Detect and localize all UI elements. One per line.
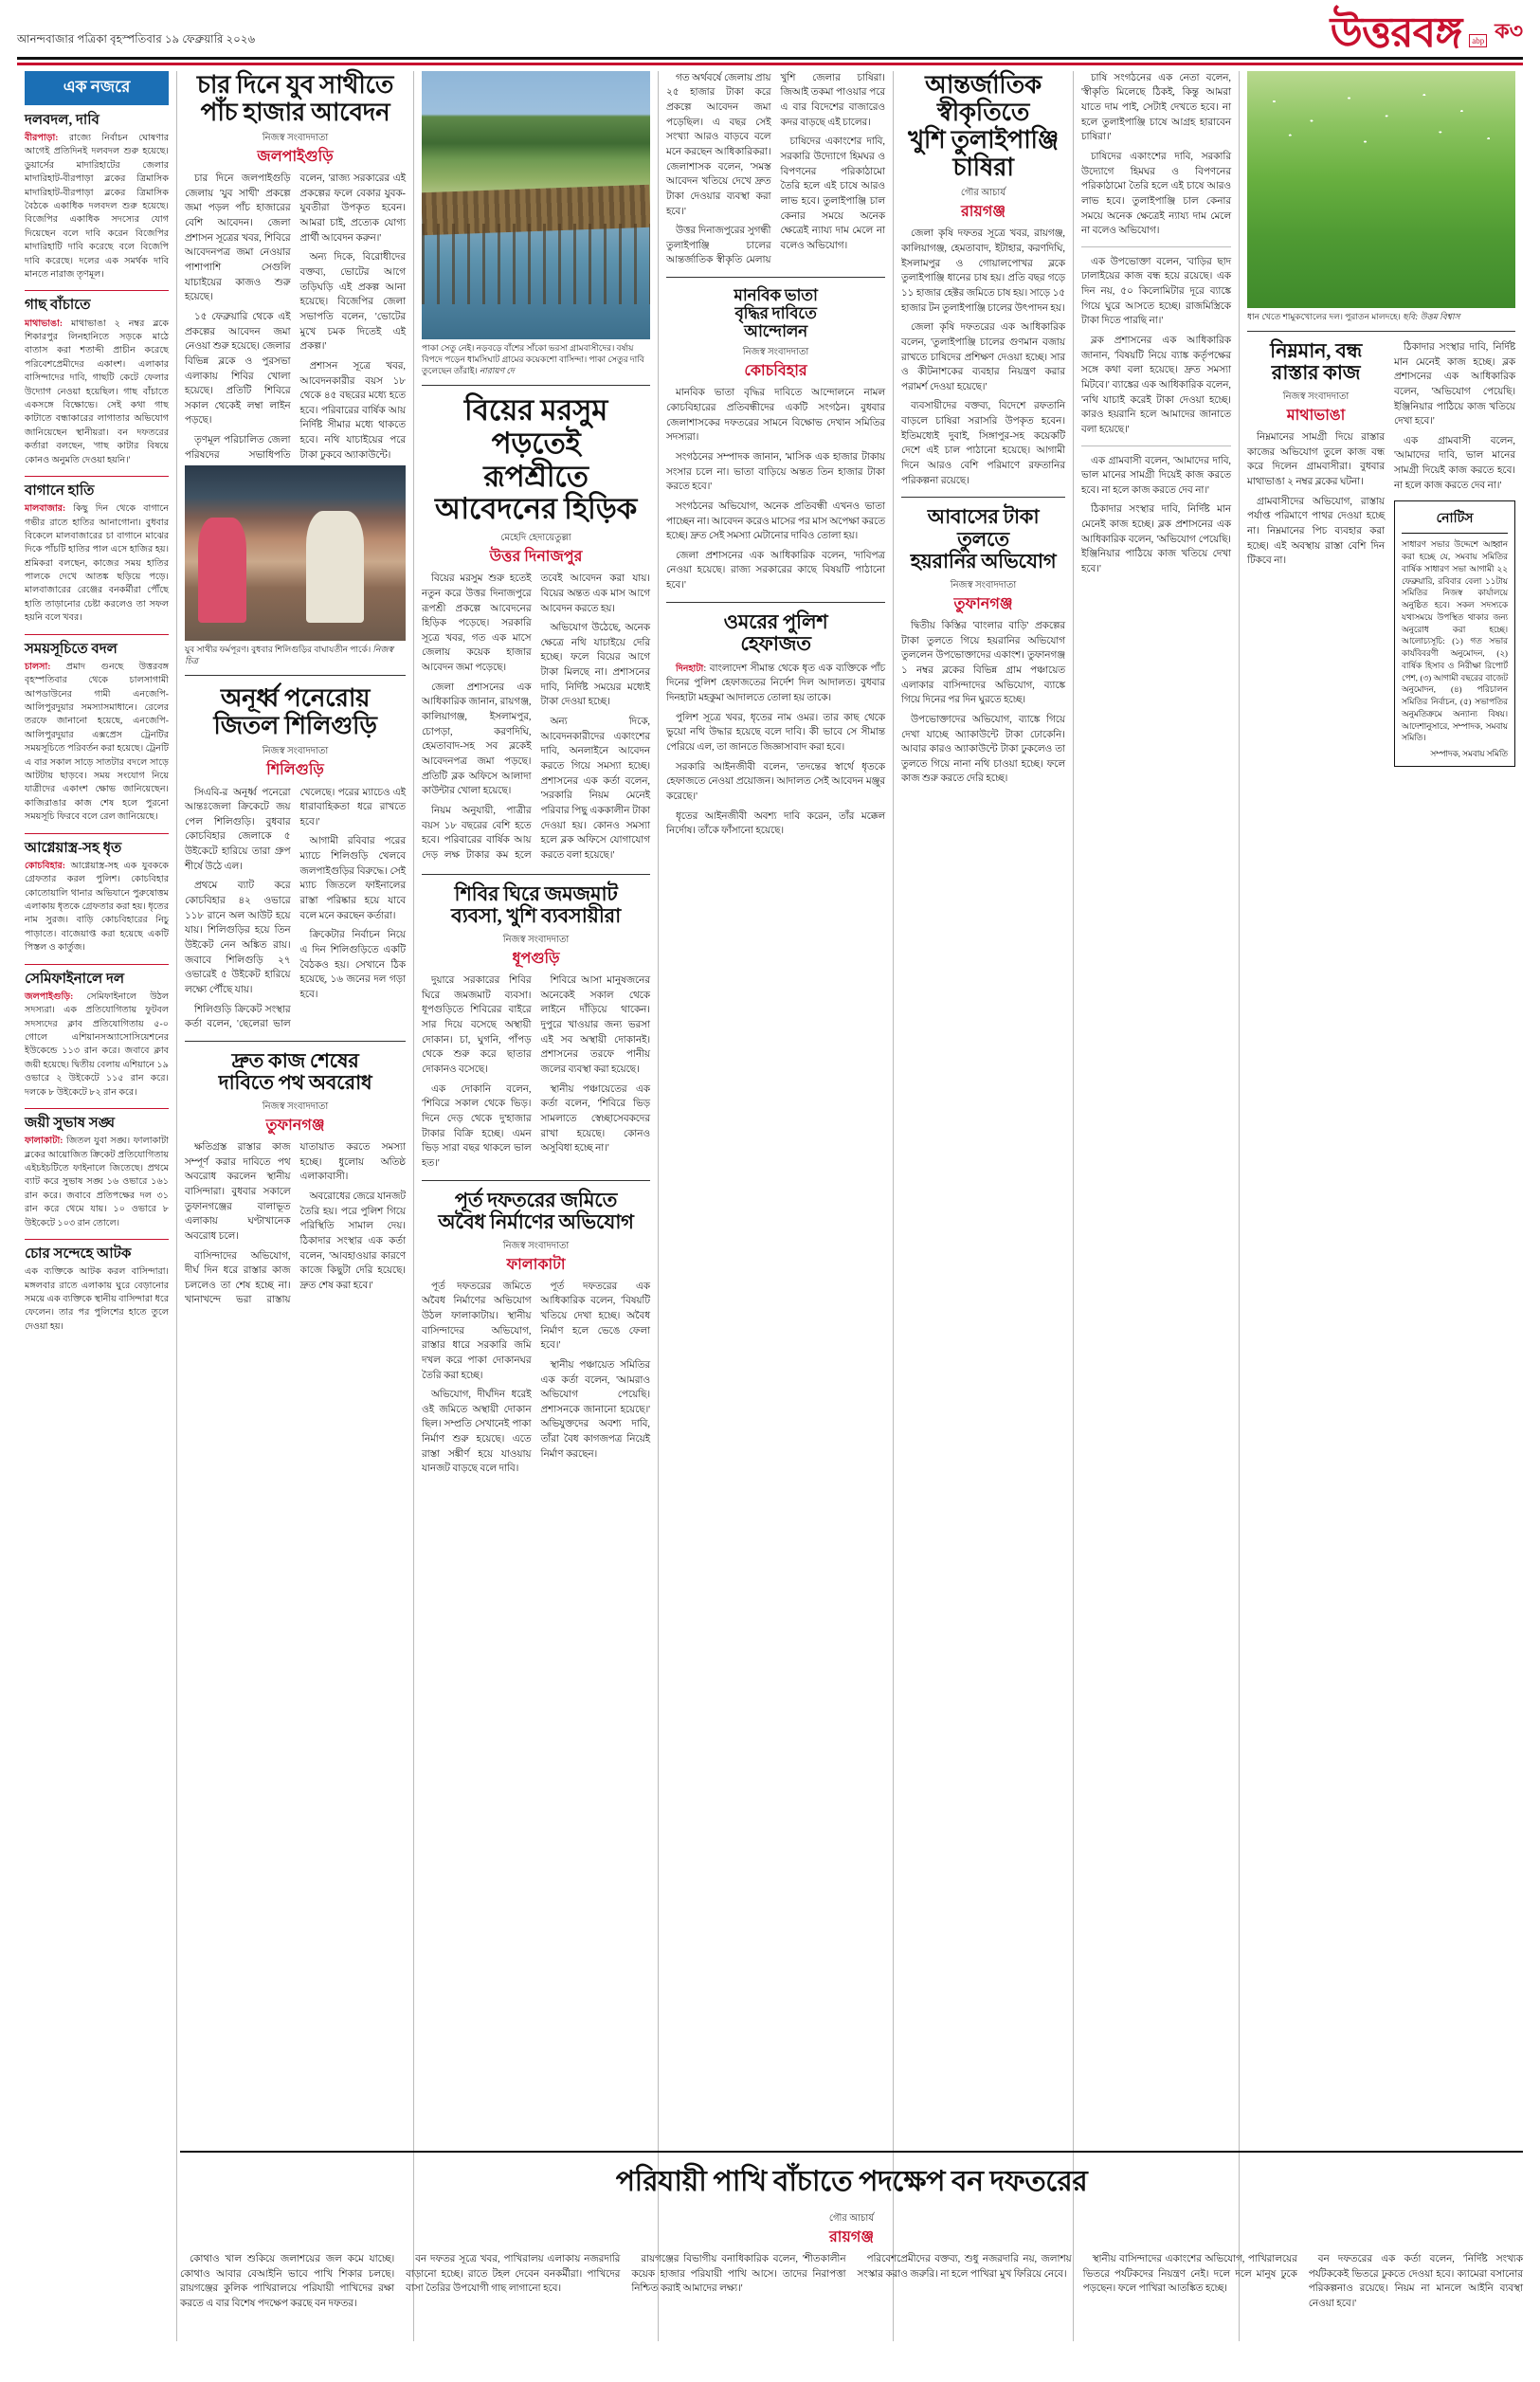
siliguri-headline-2: জিতল শিলিগুড়ি [213,712,377,740]
police-place: দিনহাটা [676,663,704,674]
notice-footer: সম্পাদক, সমবায় সমিতি [1430,749,1508,759]
pwd-body [422,1280,650,1477]
paragraph: অবরোধের জেরে যানজট তৈরি হয়। পরে পুলিশ গিয়ে পরিস্থিতি সামাল দেয়। ঠিকাদার সংস্থার এক কর্তা বলেন, 'আবহাওয়ার কারণে কাজে কিছুটা দেরি হয়েছে। দ্রুত শেষ করা হবে।' [299,1191,406,1291]
divider [1081,246,1231,247]
paragraph: দিনহাটা: বাংলাদেশ সীমান্ত থেকে ধৃত এক ব্যক্তিকে পাঁচ দিনের পুলিশ হেফাজতের নির্দেশ দিল আদালত। বুধবার দিনহাটা মহকুমা আদালতে তোলা হয় তাকে। [666,663,886,704]
marriage-body [422,572,650,865]
paragraph: এক গ্রামবাসী বলেন, 'আমাদের দাবি, ভাল মানের সামগ্রী দিয়েই কাজ করতে হবে। না হলে কাজ করতে দেব না।' [1394,435,1515,491]
housing-headline-2: হয়রানির অভিযোগ [910,550,1057,573]
siliguri-body [185,786,406,1032]
lead-headline-2: পাঁচ হাজার আবেদন [200,98,390,126]
photo-credit: নারায়ণ দে [479,366,515,376]
divider [25,476,169,477]
lowquality-continued [1081,454,1231,577]
dateline: আনন্দবাজার পত্রিকা বৃহস্পতিবার ১৯ ফেব্রুয়ারি ২০২৬ [17,33,256,45]
intl-continued [1081,71,1231,239]
brief-body [25,132,169,282]
divider [901,497,1065,498]
brief-title: জয়ী সুভাষ সঙ্ঘ [25,1115,116,1131]
brief-body [25,1135,169,1230]
paragraph: ঠিকাদার সংস্থার দাবি, নির্দিষ্ট মান মেনেই কাজ হচ্ছে। ব্লক প্রশাসনের এক আধিকারিক বলেন, 'অভিযোগ পেয়েছি। ইঞ্জিনিয়ার পাঠিয়ে কাজ খতিয়ে দেখা হবে।' [1081,504,1231,575]
paragraph: জেলা কৃষি দফতর সূত্রে খবর, রায়গঞ্জ, কালিয়াগঞ্জ, হেমতাবাদ, ইটাহার, করণদিঘি, ইসলামপুর ও গোয়ালপোখর ব্লকে তুলাইপাঞ্জি ধানের চাষ হয়। প্রতি বছর গড়ে ১১ হাজার হেক্টর জমিতে চাষ হয়। সাড়ে ১৫ হাজার টন তুলাইপাঞ্জি চালের উৎপাদন হয়। [901,228,1065,314]
page-columns [17,71,1523,2341]
brief-place: ফালাকাটা: [25,1136,63,1147]
photo-credit: নিজস্ব চিত্র [185,644,393,666]
paragraph: চাষিদের একাংশের দাবি, সরকারি উদ্যোগে হিমঘর ও বিপণনের পরিকাঠামো তৈরি হলে এই চাষে আরও লাভ হবে। তুলাইপাঞ্জি চাল কেনার সময়ে অনেক ক্ষেত্রেই ন্যায্য দাম মেলে না বলেও অভিযোগ। [1081,152,1231,237]
notice-title: নোটিস [1402,507,1508,534]
paragraph: এক গ্রামবাসী বলেন, 'আমাদের দাবি, ভাল মানের সামগ্রী দিয়েই কাজ করতে হবে। না হলে কাজ করতে দেব না।' [1081,455,1231,496]
divider [25,1239,169,1240]
police-body [666,662,885,839]
notice-text: সাধারণ সভার উদ্দেশে আহ্বান করা হচ্ছে যে, সমবায় সমিতির বার্ষিক সাধারণ সভা আগামী ২২ ফেব্রুয়ারি, রবিবার বেলা ১১টায় সমিতির নিজস্ব কার্যালয়ে অনুষ্ঠিত হবে। সকল সদস্যকে যথাসময়ে উপস্থিত থাকার জন্য অনুরোধ করা হচ্ছে। আলোচ্যসূচি: (১) গত সভার কার্যবিবরণী অনুমোদন, (২) বার্ষিক হিসাব ও নিরীক্ষা রিপোর্ট পেশ, (৩) আগামী বছরের বাজেট অনুমোদন, (৪) পরিচালন সমিতির নির্বাচন, (৫) সভাপতির অনুমতিক্রমে অন্যান্য বিষয়। আদেশানুসারে, সম্পাদক, সমবায় সমিতি। [1402,539,1508,743]
brief-body [25,661,169,825]
bhata-body [666,386,885,592]
bhata-byline: নিজস্ব সংবাদদাতা [742,347,809,358]
siliguri-place: শিলিগুড়ি [266,762,324,779]
paragraph: জেলা কৃষি দফতরের এক আধিকারিক বলেন, 'তুলাইপাঞ্জি চালের গুণমান বজায় রাখতে চাষিদের প্রশিক্ষণ দেওয়া হচ্ছে। সার ও কীটনাশকের ব্যবহার নিয়ন্ত্রণ করার পরামর্শ দেওয়া হয়েছে।' [901,322,1065,392]
brand-name: উত্তরবঙ্গ [1330,9,1462,56]
bhata-headline-3: আন্দোলন [744,322,807,341]
paragraph: নিম্নমানের সামগ্রী দিয়ে রাস্তার কাজের অভিযোগ তুলে কাজ বন্ধ করে দিলেন গ্রামবাসীরা। বুধবার মাথাভাঙা ২ নম্বর ব্লকের ঘটনা। [1247,432,1385,488]
paragraph: শিলিগুড়ি ক্রিকেট সংস্থার কর্তা বলেন, 'ছেলেরা ভাল খেলেছে। পরের ম্যাচেও এই ধারাবাহিকতা ধরে রাখতে হবে।' [185,787,406,1030]
paragraph: প্রথমে ব্যাট করে কোচবিহার ৪২ ওভারে ১১৮ রানে অল আউট হয়ে যায়। শিলিগুড়ির হয়ে তিন উইকেট নেন অঙ্কিত রায়। জবাবে শিলিগুড়ি ২৭ ওভারেই ৫ উইকেট হারিয়ে লক্ষ্যে পৌঁছে যায়। [185,881,291,995]
marriage-headline-2: রূপশ্রীতে আবেদনের হিড়িক [434,459,638,526]
paragraph: পূর্ত দফতরের এক আধিকারিক বলেন, 'বিষয়টি খতিয়ে দেখা হচ্ছে। অবৈধ নির্মাণ হলে ভেঙে ফেলা হবে।' [540,1281,650,1352]
paragraph: দ্বিতীয় কিস্তির 'বাংলার বাড়ি' প্রকল্পের টাকা তুলতে গিয়ে হয়রানির অভিযোগ তুললেন উপভোক্তাদের একাংশ। তুফানগঞ্জ ১ নম্বর ব্লকের বিভিন্ন গ্রাম পঞ্চায়েত এলাকার বাসিন্দাদের অভিযোগ, ব্যাঙ্কে গিয়ে দিনের পর দিন ঘুরতে হচ্ছে। [901,621,1065,706]
masthead-rule [17,63,1523,65]
brief-title: দলবদল, দাবি [25,112,100,128]
brief-body [25,318,169,467]
brief-place: কোচবিহার: [25,860,65,871]
youth-camp-photo [185,465,406,641]
intl-byline: গৌর আচার্য [960,188,1006,199]
paragraph: স্থানীয় বাসিন্দাদের একাংশের অভিযোগ, পাখিরালয়ের ভিতরে পর্যটকদের নিয়ন্ত্রণ নেই। দলে দলে মানুষ ঢুকে পড়ছেন। ফলে পাখিরা আতঙ্কিত হচ্ছে। [1082,2254,1297,2295]
police-headline-2: হেফাজত [740,632,811,656]
birds-body [180,2252,1523,2312]
sidebar-brief [25,483,169,626]
lowquality-place: মাথাভাঙা [1286,407,1346,424]
bhata-headline-1: মানবিক ভাতা [734,286,818,305]
column-7 [1239,71,1523,2341]
brief-body [25,860,169,955]
divider [25,634,169,635]
divider [1247,331,1515,332]
paragraph: অভিযোগ, দীর্ঘদিন ধরেই ওই জমিতে অস্থায়ী দোকান ছিল। সম্প্রতি সেখানেই পাকা নির্মাণ শুরু হয়েছে। এতে রাস্তা সঙ্কীর্ণ হয়ে যাওয়ায় যানজট বাড়ছে বলে দাবি। [422,1390,532,1475]
paragraph: অন্য দিকে, বিরোধীদের বক্তব্য, ভোটের আগে তড়িঘড়ি এই প্রকল্প আনা হয়েছে। বিজেপির জেলা সভাপতি বলেন, 'ভোটের মুখে চমক দিতেই এই প্রকল্প।' [299,252,406,353]
paragraph: নিয়ম অনুযায়ী, পাত্রীর বয়স ১৮ বছরের বেশি হতে হবে। পরিবারের বার্ষিক আয় দেড় লক্ষ টাকার কম হলে তবেই আবেদন করা যায়। বিয়ের অন্তত এক মাস আগে আবেদন করতে হয়। [422,573,650,861]
brief-place: জলপাইগুড়ি: [25,991,74,1002]
brief-text: আগ্নেয়াস্ত্র-সহ এক যুবককে গ্রেফতার করল পুলিশ। কোচবিহার কোতোয়ালি থানার অভিযানে পুরুষোত্তম এলাকায় ধৃতকে গ্রেফতার করা হয়। ধৃতের নাম সুরজ। বাড়ি কোচবিহারের নিচু পাড়াতে। বাজেয়াপ্ত করা হয়েছে একটি পিস্তল ও কার্তুজ। [25,860,169,954]
birds-photo-caption [1247,311,1515,322]
bamboo-bridge-photo [422,71,650,339]
brief-place: বীরপাড়া: [25,133,59,144]
paragraph: বাসিন্দাদের অভিযোগ, দীর্ঘ দিন ধরে রাস্তার কাজ চললেও তা শেষ হচ্ছে না। খানাখন্দে ভরা রাস্তায় যাতায়াত করতে সমস্যা হচ্ছে। ধুলোয় অতিষ্ঠ এলাকাবাসী। [185,1142,406,1306]
siliguri-byline: নিজস্ব সংবাদদাতা [262,746,329,757]
sidebar-brief [25,1116,169,1230]
brief-title: চোর সন্দেহে আটক [25,1246,132,1262]
birds-byline: গৌর আচার্য [828,2213,875,2224]
brief-text: প্রমাদ গুনছে উত্তরবঙ্গ বৃহস্পতিবার থেকে চালসাগামী আপডাউনের গামী এনজেপি-আলিপুরদুয়ার সমস্যাসমাধানে। রেলের তরফে জানানো হয়েছে, এনজেপি-আলিপুরদুয়ার এক্সপ্রেস ট্রেনটির সময়সূচিতে পরিবর্তন করা হয়েছে। ট্রেনটি এ বার সকাল সাড়ে সাতটার বদলে সাড়ে আটটায় ছাড়বে। সময় সংযোগ নিয়ে যাত্রীদের একাংশ ক্ষোভ জানিয়েছেন। কাজিরাঙার কাজ শেষ হলে পুরনো সময়সূচি ফিরবে বলে রেল জানিয়েছে। [25,661,169,823]
housing-byline: নিজস্ব সংবাদদাতা [950,579,1017,591]
caption-text: যুব সাথীর ফর্মপূরণ। বুধবার শিলিগুড়ির বাঘাযতীন পার্কে। [185,644,371,654]
brief-title: সেমিফাইনালে দল [25,971,125,987]
paragraph: বন দফতর সূত্রে খবর, পাখিরালয় এলাকায় নজরদারি বাড়ানো হচ্ছে। রাতে টহল দেবেন বনকর্মীরা। পাখিদের বাসা তৈরির উপযোগী গাছ লাগানো হবে। [406,2254,621,2295]
column-6 [1073,71,1239,2341]
sidebar-brief [25,841,169,955]
paragraph: দুয়ারে সরকারের শিবির ঘিরে জমজমাট ব্যবসা। ধূপগুড়িতে শিবিরের বাইরে সার দিয়ে বসেছে অস্থায়ী দোকান। চা, ঘুগনি, পাঁপড় থেকে শুরু করে ছাতার দোকানও বসেছে। [422,975,532,1076]
divider [25,290,169,291]
paragraph: শিবিরে আসা মানুষজনের অনেকেই সকাল থেকে লাইনে দাঁড়িয়ে থাকেন। দুপুরে খাওয়ার জন্য ভরসা এই সব অস্থায়ী দোকানই। প্রশাসনের তরফে পানীয় জলের ব্যবস্থা করা হয়েছে। [540,975,650,1076]
divider [185,1041,406,1042]
paragraph: সরকারি আইনজীবী বলেন, 'তদন্তের স্বার্থে ধৃতকে হেফাজতে নেওয়া প্রয়োজন। আদালত সেই আবেদন মঞ্জুর করেছে।' [666,761,885,802]
column-sidebar [17,71,176,2341]
brief-body [25,502,169,626]
paragraph: স্থানীয় পঞ্চায়েত সমিতির এক কর্তা বলেন, 'আমরাও অভিযোগ পেয়েছি। প্রশাসনকে জানানো হয়েছে।' অভিযুক্তদের অবশ্য দাবি, তাঁরা বৈধ কাগজপত্র নিয়েই নির্মাণ করছেন। [540,1359,650,1460]
brand-logo [1330,9,1523,56]
paragraph: ব্যবসায়ীদের বক্তব্য, বিদেশে রফতানি বাড়লে চাষিরা সরাসরি উপকৃত হবেন। ইতিমধ্যেই দুবাই, সিঙ্গাপুর-সহ কয়েকটি দেশে এই চাল পাঠানো হয়েছে। আগামী দিনে আরও বেশি পরিমাণে রফতানির পরিকল্পনা রয়েছে। [901,401,1065,486]
marriage-headline-1: বিয়ের মরসুম পড়তেই [463,393,608,460]
sidebar-brief [25,972,169,1100]
lead-body [185,172,406,465]
paragraph: সংগঠনের সম্পাদক জানান, 'মাসিক এক হাজার টাকায় সংসার চলে না। ভাতা বাড়িয়ে অন্তত তিন হাজার টাকা করতে হবে।' [666,451,885,493]
paragraph: উপভোক্তাদের অভিযোগ, ব্যাঙ্কে গিয়ে দেখা যাচ্ছে অ্যাকাউন্টে টাকা ঢোকেনি। আবার কারও অ্যাকাউন্টে টাকা ঢুকলেও তা তুলতে গিয়ে নানা নথি চাওয়া হচ্ছে। ফলে কাজ শুরু করতে দেরি হচ্ছে। [901,714,1065,785]
brief-title: আগ্নেয়াস্ত্র-সহ ধৃত [25,840,122,856]
caption-text: পাকা সেতু নেই। নড়বড়ে বাঁশের সাঁকো ভরসা গ্রামবাসীদের। বর্ষায় বিপদে পড়েন ধামসিঘাট গ্রামের কয়েকশো বাসিন্দা। পাকা সেতুর দাবি তুলেছেন তাঁরাই। [422,342,644,376]
column-2 [176,71,413,2341]
marriage-continued [666,71,885,268]
road-place: তুফানগঞ্জ [265,1117,325,1134]
brief-text: এক ব্যক্তিকে আটক করল বাসিন্দারা। মঙ্গলবার রাতে এলাকায় ঘুরে বেড়ানোর সময়ে এক ব্যক্তিকে স্থানীয় বাসিন্দারা ধরে ফেলেন। তার পর পুলিশের হাতে তুলে দেওয়া হয়। [25,1266,169,1332]
road-headline-1: দ্রুত কাজ শেষের [231,1048,359,1072]
pwd-headline-2: অবৈধ নির্মাণের অভিযোগ [438,1210,634,1234]
sidebar-header: এক নজরে [25,71,169,105]
paragraph: বন দফতরের এক কর্তা বলেন, 'নির্দিষ্ট সংখ্যক পর্যটককেই ভিতরে ঢুকতে দেওয়া হবে। ক্যামেরা বসানোর পরিকল্পনাও রয়েছে। নিয়ম না মানলে আইনি ব্যবস্থা নেওয়া হবে।' [1308,2254,1523,2310]
paragraph: এক দোকানি বলেন, 'শিবিরে সকাল থেকে ভিড়। দিনে দেড় থেকে দু'হাজার টাকার বিক্রি হচ্ছে। এমন ভিড় সারা বছর থাকলে ভাল হত।' [422,1083,532,1169]
lowquality-block [1247,340,1515,767]
housing-continued [1081,255,1231,438]
intl-headline-2: খুশি তুলাইপাঞ্জি চাষিরা [908,126,1059,182]
paragraph: আগামী রবিবার পরের ম্যাচে শিলিগুড়ি খেলবে জলপাইগুড়ির বিরুদ্ধে। সেই ম্যাচ জিতলে ফাইনালের রাস্তা পরিষ্কার হয়ে যাবে বলে মনে করছেন কর্তারা। [299,836,406,921]
paragraph: অভিযোগ উঠেছে, অনেক ক্ষেত্রে নথি যাচাইয়ে দেরি হচ্ছে। ফলে বিয়ের আগে টাকা মিলছে না। প্রশাসনের দাবি, নির্দিষ্ট সময়ের মধ্যেই টাকা দেওয়া হচ্ছে। [540,623,650,708]
bridge-caption [422,342,650,376]
lowquality-byline: নিজস্ব সংবাদদাতা [1282,391,1350,402]
notice-box [1394,500,1515,767]
paragraph: ১৫ ফেব্রুয়ারি থেকে এই প্রকল্পের আবেদন জমা নেওয়া শুরু হয়েছে। জেলার বিভিন্ন ব্লকে ও পুরসভা এলাকায় শিবির খোলা হয়েছে। প্রতিটি শিবিরে সকাল থেকেই লম্বা লাইন পড়ছে। [185,311,291,427]
brief-text: রাজ্যে নির্বাচন ঘোষণার আগেই প্রতিদিনই দলবদল শুরু হয়েছে। ডুয়ার্সের মাদারিহাটের জেলার মাদারিহাট-বীরপাড়া ব্লকের ত্রিমাসিক মাদারিহাট-বীরপাড়া ব্লকের ত্রিমাসিক বৈঠকে একাধিক দলবদল শুরু হয়েছে। বিজেপির একাধিক সদস্যের যোগ দিয়েছেন বলে দাবি করেন বিজেপির মাদারিহাটি দাবি করেছে বলে বিজেপি দাবি করেছে। দলের এক সমর্থক দাবি মানতে নারাজ তৃণমূল। [25,133,169,280]
birds-place: রায়গঞ্জ [828,2229,875,2246]
pwd-place: ফালাকাটা [506,1256,566,1273]
intl-body [901,227,1065,488]
paragraph: স্থানীয় পঞ্চায়েতের এক কর্তা বলেন, 'শিবিরে ভিড় সামলাতে স্বেচ্ছাসেবকদের রাখা হয়েছে। কোনও অসুবিধা হচ্ছে না।' [540,1083,650,1155]
paragraph: ধৃতের আইনজীবী অবশ্য দাবি করেন, তাঁর মক্কেল নির্দোষ। তাঁকে ফাঁসানো হয়েছে। [666,810,885,837]
paragraph: ব্লক প্রশাসনের এক আধিকারিক জানান, 'বিষয়টি নিয়ে ব্যাঙ্ক কর্তৃপক্ষের সঙ্গে কথা বলা হয়েছে। দ্রুত সমস্যা মিটবে।' ব্যাঙ্কের এক আধিকারিক বলেন, 'নথি যাচাই করেই টাকা দেওয়া হচ্ছে। কারও হয়রানি হলে আমাদের জানাতে বলা হয়েছে।' [1081,336,1231,435]
paragraph: বিয়ের মরসুম শুরু হতেই নতুন করে উত্তর দিনাজপুরে রূপশ্রী প্রকল্পে আবেদনের হিড়িক পড়েছে। সরকারি সূত্রে খবর, গত এক মাসে জেলায় কয়েক হাজার আবেদন জমা পড়েছে। [422,573,532,674]
brief-place: মাথাভাঙা: [25,318,63,329]
sidebar-brief [25,298,169,467]
marriage-place: উত্তর দিনাজপুর [489,549,583,566]
siliguri-headline-1: অনূর্ধ্ব পনেরোয় [220,684,371,713]
lowquality-body [1247,430,1385,569]
brief-text: জিতল যুবা সঙ্ঘ। ফালাকাটা ব্লকের আয়োজিত ক্রিকেট প্রতিযোগিতায় এইচইচটিতে ফাইনালে জিতেছে। প্রথমে ব্যাট করে সুভাষ সঙ্ঘ ১৬ ওভারে ১৬১ রান করে। জবাবে প্রতিপক্ষের দল ৩১ রান করে থেমে যায়। ১০ ওভারে ৮ উইকেটে ১০৩ রান তোলে। [25,1136,169,1228]
birds-headline: পরিযায়ী পাখি বাঁচাতে পদক্ষেপ বন দফতরের [615,2166,1088,2197]
bhata-headline-2: বৃদ্ধির দাবিতে [734,304,817,323]
brief-place: চালসা: [25,661,51,672]
lead-byline: নিজস্ব সংবাদদাতা [262,133,329,144]
lowquality-side [1394,340,1515,493]
brief-body [25,1265,169,1334]
paragraph: চাষিদের একাংশের দাবি, সরকারি উদ্যোগে হিমঘর ও বিপণনের পরিকাঠামো তৈরি হলে এই চাষে আরও লাভ হবে। তুলাইপাঞ্জি চাল কেনার সময়ে অনেক ক্ষেত্রেই ন্যায্য দাম মেলে না বলেও অভিযোগ। [780,136,885,251]
lowquality-headline-2: রাস্তার কাজ [1271,361,1361,385]
divider [422,874,650,875]
sidebar-brief [25,1246,169,1334]
housing-place: তুফানগঞ্জ [953,595,1013,612]
paragraph: ক্ষতিগ্রস্ত রাস্তার কাজ সম্পূর্ণ করার দাবিতে পথ অবরোধ করলেন স্থানীয় বাসিন্দারা। বুধবার সকালে তুফানগঞ্জের বালাভূত এলাকায় ঘণ্টাখানেক অবরোধ চলে। [185,1142,291,1242]
lowquality-headline-1: নিম্নমান, বন্ধ [1270,338,1362,362]
page-number: ক৩ [1495,18,1523,43]
paragraph: জেলা প্রশাসনের এক আধিকারিক জানান, রায়গঞ্জ, কালিয়াগঞ্জ, ইসলামপুর, চোপড়া, করণদিঘি, হেমতাবাদ-সহ সব ব্লকেই আবেদনপত্র জমা পড়ছে। প্রতিটি ব্লক অফিসে আলাদা কাউন্টার খোলা হয়েছে। [422,682,532,797]
paragraph: এক উপভোক্তা বলেন, 'বাড়ির ছাদ ঢালাইয়ের কাজ বন্ধ হয়ে রয়েছে। এক দিন নয়, ৫০ কিলোমিটার দূরে ব্যাঙ্কে গিয়ে ঘুরে আসতে হচ্ছে। রাজমিস্ত্রিকে টাকা দিতে পারছি না।' [1081,256,1231,327]
paragraph: সিএবি-র অনূর্ধ্ব পনেরো আন্তঃজেলা ক্রিকেটে জয় পেল শিলিগুড়ি। বুধবার কোচবিহার জেলাকে ৫ উইকেটে হারিয়ে তারা গ্রুপ শীর্ষে উঠে এল। [185,787,291,872]
caption-text: ধান খেতে শামুকখোলের দল। পুরাতন মালদহে। [1247,311,1401,321]
paragraph: অন্য দিকে, আবেদনকারীদের একাংশের দাবি, অনলাইনে আবেদন করতে গিয়ে সমস্যা হচ্ছে। প্রশাসনের এক কর্তা বলেন, 'সরকারি নিয়ম মেনেই পরিবার পিছু এককালীন টাকা দেওয়া হয়। কোনও সমস্যা হলে ব্লক অফিসে যোগাযোগ করতে বলা হয়েছে।' [540,717,650,861]
pwd-headline-1: পূর্ত দফতরের জমিতে [454,1188,618,1211]
paragraph: পুলিশ সূত্রে খবর, ধৃতের নাম ওমর। তার কাছ থেকে ভুয়ো নথি উদ্ধার হয়েছে বলে দাবি। কী ভাবে সে সীমান্ত পেরিয়ে এল, তা জানতে জিজ্ঞাসাবাদ করা হবে। [666,712,885,753]
brief-title: সময়সূচিতে বদল [25,641,118,657]
brief-text: সেমিফাইনালে উঠল সদস্যরা। এক প্রতিযোগিতায় ফুটবল সদস্যদের ক্লাব প্রতিযোগিতায় ৫-০ গোলে এশিয়ানসঅ্যাসোসিয়েশনের ইউকেন্ডে ১১৩ রান করে। জবাবে ক্লাব জয়ী হয়েছে। দ্বিতীয় বেলায় এশিয়ানে ১৯ ওভারে ২ উইকেটে ১১৫ রান করে। দলকে ৮ উইকেটে ৮২ রান করে। [25,991,169,1098]
paragraph: মানবিক ভাতা বৃদ্ধির দাবিতে আন্দোলনে নামল কোচবিহারের প্রতিবন্ধীদের একটি সংগঠন। বুধবার জেলাশাসকের দফতরের সামনে বিক্ষোভ দেখান সমিতির সদস্যরা। [666,388,885,444]
camp-body [422,973,650,1171]
divider [185,675,406,676]
paragraph: প্রশাসন সূত্রে খবর, আবেদনকারীর বয়স ১৮ থেকে ৪৫ বছরের মধ্যে হতে হবে। পরিবারের বার্ষিক আয় নির্দিষ্ট সীমার মধ্যে থাকতে হবে। নথি যাচাইয়ের পরে টাকা ঢুকবে অ্যাকাউন্টে। [299,360,406,461]
housing-headline-1: আবাসের টাকা তুলতে [927,505,1040,551]
paragraph-text: বাংলাদেশ সীমান্ত থেকে ধৃত এক ব্যক্তিকে পাঁচ দিনের পুলিশ হেফাজতের নির্দেশ দিল আদালত। বুধবার দিনহাটা মহকুমা আদালতে তোলা হয় তাকে। [666,663,886,704]
police-headline-1: ওমরের পুলিশ [723,609,828,633]
paragraph: গ্রামবাসীদের অভিযোগ, রাস্তায় পর্যাপ্ত পরিমাণে পাথর দেওয়া হচ্ছে না। নিম্নমানের পিচ ব্যবহার করা হচ্ছে। এই অবস্থায় রাস্তা বেশি দিন টিকবে না। [1247,496,1385,567]
pwd-byline: নিজস্ব সংবাদদাতা [502,1240,570,1251]
paragraph: ঠিকাদার সংস্থার দাবি, নির্দিষ্ট মান মেনেই কাজ হচ্ছে। ব্লক প্রশাসনের এক আধিকারিক বলেন, 'অভিযোগ পেয়েছি। ইঞ্জিনিয়ার পাঠিয়ে কাজ খতিয়ে দেখা হবে।' [1394,341,1515,427]
brief-text: কিছু দিন থেকে বাগানে গভীর রাতে হাতির আনাগোনা। বুধবার বিকেলে মালবাজারের চা বাগানে মাঝের দিকে পাঁচটি হাতির পাল এসে হাজির হয়। শ্রমিকরা বলছেন, কাজের সময় হাতির পালকে দেখে আতঙ্ক ছড়িয়ে পড়ে। মালবাজারের রেঞ্জের বনকর্মীরা পৌঁছে হাতি তাড়ানোর চেষ্টা করলেও তা সফল হয়নি বলে খবর। [25,503,169,624]
brief-title: গাছ বাঁচাতে [25,298,91,314]
intl-headline-1: আন্তর্জাতিক স্বীকৃতিতে [925,70,1042,126]
paragraph: জেলা প্রশাসনের এক আধিকারিক বলেন, 'দাবিপত্র নেওয়া হয়েছে। রাজ্য সরকারের কাছে বিষয়টি পাঠানো হবে।' [666,550,885,591]
paragraph: গত অর্থবর্ষে জেলায় প্রায় ২৫ হাজার টাকা করে প্রকল্পে আবেদন জমা পড়েছিল। এ বছর সেই সংখ্যা আরও বাড়বে বলে মনে করছেন আধিকারিকরা। জেলাশাসক বলেন, 'সমস্ত আবেদন খতিয়ে দেখে দ্রুত টাকা দেওয়ার ব্যবস্থা করা হবে।' [666,72,771,217]
divider [25,833,169,834]
brief-text: মাথাভাঙা ২ নম্বর ব্লকে শিকারপুর লিনহানিতে সড়কে মাঠে বাতাস করা শতাব্দী প্রাচীন করেছে পরিবেশপ্রেমীদের একাংশ। এলাকার বাসিন্দাদের দাবি, গাছটি কেটে ফেলার উদ্যোগ নেওয়া হয়েছিল। গাছ বাঁচাতে একসঙ্গে বিক্ষোভে। সেই কথা গাছ কাটাতে বন্ধাকারের লাগাতার অভিযোগ জানিয়েছেন স্থানীয়রা। বন দফতরের কর্তারা বলছেন, 'গাছ কাটার বিষয়ে কোনও অনুমতি দেওয়া হয়নি।' [25,318,170,465]
paddy-birds-photo [1247,71,1515,308]
housing-body [901,619,1065,787]
lead-place: জলপাইগুড়ি [257,149,334,166]
brand-mark: abp [1469,34,1487,47]
divider [25,964,169,965]
paragraph: চাষি সংগঠনের এক নেতা বলেন, 'স্বীকৃতি মিলেছে ঠিকই, কিন্তু আমরা যাতে দাম পাই, সেটাই দেখতে হবে। না হলে তুলাইপাঞ্জি চাষে আগ্রহ হারাবেন চাষিরা।' [1081,72,1231,143]
birds-story [180,2151,1523,2369]
sidebar-brief [25,642,169,825]
brief-title: বাগানে হাতি [25,482,95,499]
paragraph: রায়গঞ্জের বিভাগীয় বনাধিকারিক বলেন, 'শীতকালীন কয়েক হাজার পরিযায়ী পাখি আসে। তাদের নিরাপত্তা নিশ্চিত করাই আমাদের লক্ষ্য।' [631,2254,846,2295]
road-headline-2: দাবিতে পথ অবরোধ [218,1071,372,1095]
road-byline: নিজস্ব সংবাদদাতা [262,1100,329,1112]
sidebar-brief [25,113,169,282]
youth-camp-caption [185,644,406,666]
divider [25,1108,169,1109]
masthead [17,9,1523,60]
camp-headline-2: ব্যবসা, খুশি ব্যবসায়ীরা [451,904,621,928]
paragraph: ক্রিকেটার নির্বাচন নিয়ে এ দিন শিলিগুড়িতে একটি বৈঠকও হয়। সেখানে ঠিক হয়েছে, ১৬ জনের দল গড়া হবে। [299,930,406,1000]
paragraph: চার দিনে জলপাইগুড়ি জেলায় 'যুব সাথী' প্রকল্পে জমা পড়ল পাঁচ হাজারের বেশি আবেদন। জেলা প্রশাসন সূত্রের খবর, শিবিরে আবেদনপত্র জমা নেওয়ার পাশাপাশি সেগুলি যাচাইয়ের কাজও শুরু হয়েছে। [185,173,291,303]
brief-body [25,991,169,1100]
paragraph: কোথাও খাল শুকিয়ে জলাশয়ের জল কমে যাচ্ছে। কোথাও আবার বেআইনি ভাবে পাখি শিকার চলছে। রায়গঞ্জের কুলিক পাখিরালয়ে পরিযায়ী পাখিদের রক্ষা করতে এ বার বিশেষ পদক্ষেপ করছে বন দফতর। [180,2254,395,2310]
camp-place: ধূপগুড়ি [512,950,560,967]
divider [666,602,885,603]
brief-place: মালবাজার: [25,503,66,515]
divider [422,385,650,386]
column-4 [658,71,893,2341]
photo-credit: ছবি: উত্তম বিশ্বাস [1403,311,1460,321]
column-5 [893,71,1073,2341]
intl-place: রায়গঞ্জ [960,204,1006,221]
column-3 [413,71,658,2341]
paragraph: পরিবেশপ্রেমীদের বক্তব্য, শুধু নজরদারি নয়, জলাশয় সংস্কার করাও জরুরি। না হলে পাখিরা মুখ ফিরিয়ে নেবে। [857,2254,1072,2280]
paragraph: সংগঠনের অভিযোগ, অনেক প্রতিবন্ধী এখনও ভাতা পাচ্ছেন না। আবেদন করেও মাসের পর মাস অপেক্ষা করতে হচ্ছে। দ্রুত সেই সমস্যা মেটানোর দাবিও তোলা হয়। [666,500,886,542]
divider [666,277,885,278]
road-body [185,1140,406,1308]
camp-byline: নিজস্ব সংবাদদাতা [502,934,570,945]
lead-headline-1: চার দিনে যুব সাথীতে [196,70,394,99]
paragraph: উত্তর দিনাজপুরের সুগন্ধী তুলাইপাঞ্জি চালের আন্তর্জাতিক স্বীকৃতি মেলায় খুশি জেলার চাষিরা। জিআই তকমা পাওয়ার পরে এ বার বিদেশের বাজারেও কদর বাড়ছে এই চালের। [666,72,885,266]
camp-headline-1: শিবির ঘিরে জমজমাট [454,882,618,905]
paragraph: তৃণমূল পরিচালিত জেলা পরিষদের সভাধিপতি বলেন, 'রাজ্য সরকারের এই প্রকল্পের ফলে বেকার যুবক-যুবতীরা উপকৃত হবেন। আমরা চাই, প্রত্যেক যোগ্য প্রার্থী আবেদন করুন।' [185,173,406,461]
paragraph: পূর্ত দফতরের জমিতে অবৈধ নির্মাণের অভিযোগ উঠল ফালাকাটায়। স্থানীয় বাসিন্দাদের অভিযোগ, রাস্তার ধারে সরকারি জমি দখল করে পাকা দোকানঘর তৈরি করা হচ্ছে। [422,1281,532,1381]
bhata-place: কোচবিহার [744,363,807,380]
divider [422,1180,650,1181]
divider [1081,445,1231,446]
marriage-byline: মেহেদি হেদায়েতুল্লা [500,533,571,544]
